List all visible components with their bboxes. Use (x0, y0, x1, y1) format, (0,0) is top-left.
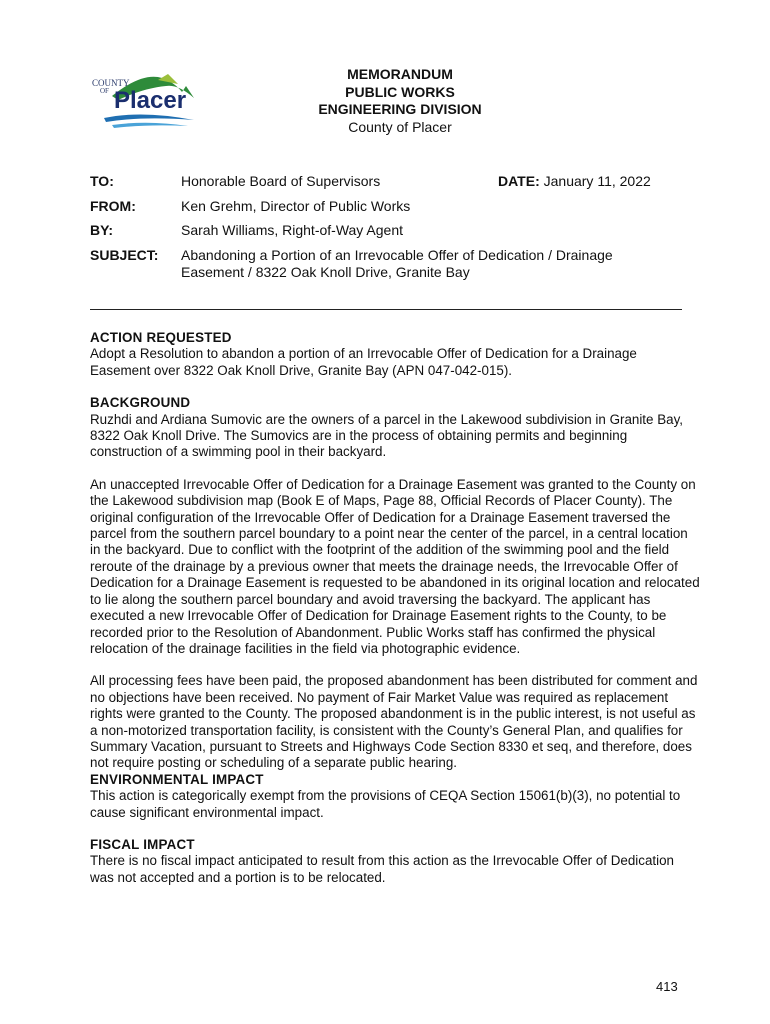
date-field (498, 173, 651, 190)
to-row (90, 173, 690, 198)
date-value: January 11, 2022 (543, 173, 651, 189)
logo-name-text: Placer (114, 87, 187, 114)
header-public-works: PUBLIC WORKS (345, 83, 455, 100)
header-county: County of Placer (348, 118, 452, 135)
logo-county-text: COUNTY (92, 78, 130, 88)
header-engineering-division: ENGINEERING DIVISION (318, 101, 482, 117)
from-label: FROM: (90, 197, 136, 214)
subject-line-2: Easement / 8322 Oak Knoll Drive, Granite Bay (181, 263, 470, 280)
memo-fields (90, 173, 690, 287)
background-paragraph-3: All processing fees have been paid, the proposed abandonment has been distributed for comment and no objections have been received. No payment of Fair Market Value was required as replacement rights were granted to the County. The proposed abandonment is in the public interest, is not useful as a non-motorized transportation facility, is consistent with the County’s General Plan, and qualifies for Summary Vacation, pursuant to Streets and Highways Code Section 8330 et seq, and therefore, does not require posting or scheduling of a separate public hearing. (90, 673, 698, 771)
from-value: Ken Grehm, Director of Public Works (181, 197, 411, 214)
background-paragraph-1: Ruzhdi and Ardiana Sumovic are the owners of a parcel in the Lakewood subdivision in Granite Bay, 8322 Oak Knoll Drive. The Sumovics are in the process of obtaining permits and beginning construction of a swimming pool in their backyard. (90, 411, 683, 460)
date-label: DATE: (498, 173, 540, 189)
action-requested-heading: ACTION REQUESTED (90, 330, 232, 345)
by-value: Sarah Williams, Right-of-Way Agent (181, 222, 403, 238)
subject-row (90, 247, 690, 287)
to-label: TO: (90, 173, 114, 189)
background-paragraph-2: An unaccepted Irrevocable Offer of Dedication for a Drainage Easement was granted to the County on the Lakewood subdivision map (Book E of Maps, Page 88, Official Records of Placer County). The original configuration of the Irrevocable Offer of Dedication for a Drainage Easement traversed the parcel from the southern parcel boundary to a point near the center of the parcel, in a central location in the backyard. Due to conflict with the footprint of the addition of the swimming pool and the field reroute of the drainage by a previous owner that meets the drainage needs, the Irrevocable Offer of Dedication for a Drainage Easement is requested to be abandoned in its original location and relocated to lie along the southern parcel boundary and avoid traversing the backyard. The applicant has executed a new Irrevocable Offer of Dedication for Drainage Easement rights to the County, to be recorded prior to the Resolution of Abandonment. Public Works staff has confirmed the physical relocation of the drainage facilities in the field via photographic evidence. (90, 476, 700, 656)
county-of-placer-logo (82, 70, 212, 130)
fiscal-impact-text: There is no fiscal impact anticipated to result from this action as the Irrevocable Offer of Dedication was not accepted and a portion is to be relocated. (90, 853, 675, 885)
subject-value (181, 247, 621, 281)
to-value: Honorable Board of Supervisors (181, 173, 381, 189)
environmental-impact-text: This action is categorically exempt from the provisions of CEQA Section 15061(b)(3), no potential to cause significant environmental impact. (90, 788, 681, 820)
subject-label: SUBJECT: (90, 246, 159, 263)
background-heading: BACKGROUND (90, 395, 191, 411)
logo-of-text: OF (100, 87, 109, 95)
action-requested-text: Adopt a Resolution to abandon a portion of an Irrevocable Offer of Dedication for a Drainage Easement over 8322 Oak Knoll Drive, Granite Bay (APN 047-042-015). (90, 346, 637, 378)
from-row (90, 198, 690, 223)
header-memorandum: MEMORANDUM (347, 66, 453, 82)
header-divider (90, 309, 682, 310)
by-label: BY: (90, 222, 114, 238)
memo-header (280, 66, 520, 136)
fiscal-impact-heading: FISCAL IMPACT (90, 836, 195, 852)
environmental-impact-heading: ENVIRONMENTAL IMPACT (90, 771, 264, 787)
memo-body (90, 330, 700, 886)
page-number: 413 (656, 979, 678, 994)
subject-line-1: Abandoning a Portion of an Irrevocable Offer of Dedication / Drainage (181, 246, 613, 263)
by-row (90, 222, 690, 247)
